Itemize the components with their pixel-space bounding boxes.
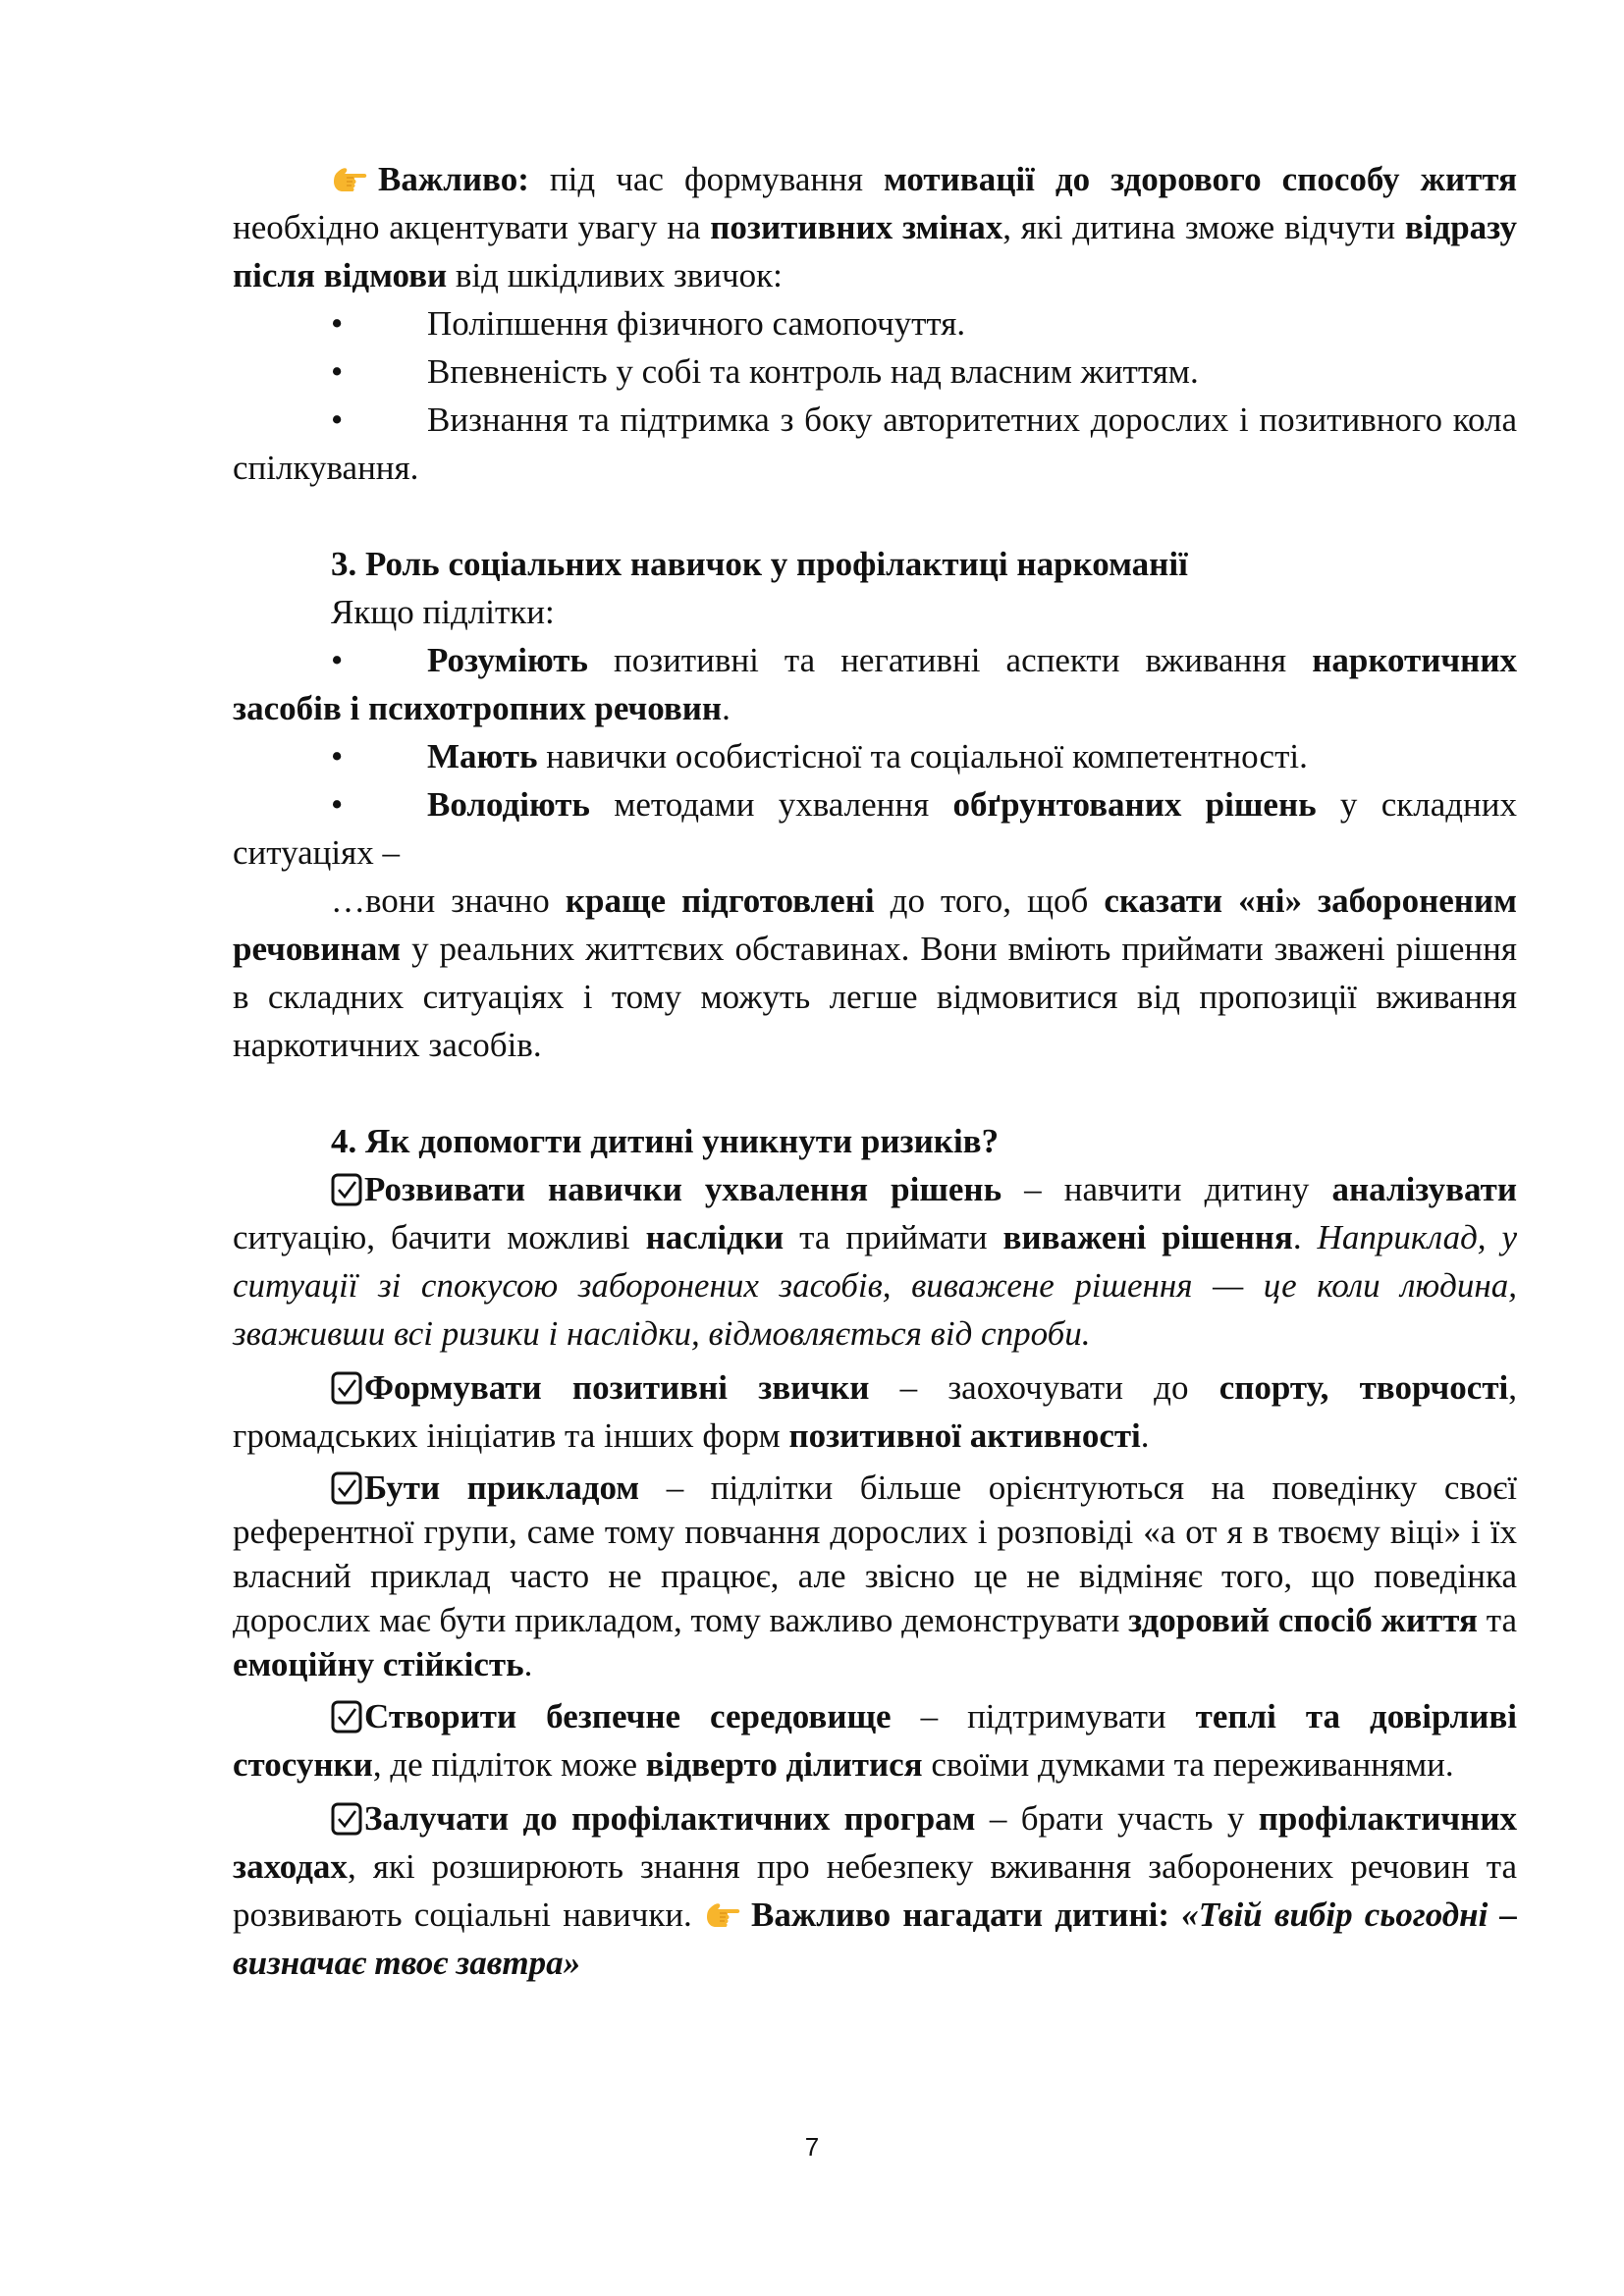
tip-item: Формувати позитивні звички – заохочувати до спорту, творчості, громадських ініціатив та інших форм позитивної активності.	[233, 1368, 1517, 1455]
check-box-icon	[331, 1471, 362, 1505]
important-note-paragraph: Важливо: під час формування мотивації до здорового способу життя необхідно акцентувати увагу на позитивних змінах, які дитина зможе відчути відразу після відмови від шкідливих звичок:	[233, 160, 1518, 294]
tip-item: Створити безпечне середовище – підтримувати теплі та довірливі стосунки, де підліток може відверто ділитися своїми думками та переживаннями.	[233, 1697, 1517, 1784]
check-box-icon	[331, 1700, 362, 1734]
check-box-icon	[331, 1371, 362, 1405]
section-3-lead: Якщо підлітки:	[331, 593, 555, 631]
backhand-index-pointing-right-icon	[331, 165, 370, 194]
list-item: • Мають навички особистісної та соціальної компетентності.	[233, 732, 1517, 780]
list-item: • Володіють методами ухвалення обґрунтованих рішень у складних ситуаціях –	[233, 780, 1517, 877]
bullet-icon: •	[331, 400, 344, 439]
page-number: 7	[804, 2132, 820, 2162]
bullet-icon: •	[331, 737, 344, 775]
bullet-icon: •	[331, 352, 344, 391]
spacer	[233, 1069, 1517, 1117]
list-item: • Визнання та підтримка з боку авторитетних дорослих і позитивного кола спілкування.	[233, 396, 1517, 492]
important-label: Важливо:	[378, 160, 529, 198]
bullet-icon: •	[331, 304, 344, 343]
check-box-icon	[331, 1173, 362, 1206]
tip-item: Бути прикладом – підлітки більше орієнтуються на поведінку своєї референтної групи, саме тому повчання дорослих і розповіді «а от я в твоєму віці» і їх власний приклад часто не працює, але звісно це не відміняє того, що поведінка дорослих має бути прикладом, тому важливо демонструвати здоровий спосіб життя та емоційну стійкість.	[233, 1468, 1517, 1683]
check-box-icon	[331, 1802, 362, 1836]
backhand-index-pointing-right-icon	[704, 1900, 743, 1930]
motto: «Твій вибір сьогодні – визначає твоє завтра»	[233, 1896, 1517, 1982]
tip-item: Розвивати навички ухвалення рішень – навчити дитину аналізувати ситуацію, бачити можливі наслідки та приймати виважені рішення. Наприклад, у ситуації зі спокусою заборонених засобів, виважене рішення — це коли людина, зваживши всі ризики і наслідки, відмовляється від спроби.	[233, 1170, 1518, 1353]
bullet-icon: •	[331, 785, 344, 824]
section-3-conclusion: …вони значно краще підготовлені до того, щоб сказати «ні» забороненим речовинам у реальних життєвих обставинах. Вони вміють приймати зважені рішення в складних ситуаціях і тому можуть легше відмовитися від пропозиції вживання наркотичних засобів.	[233, 881, 1517, 1064]
list-item: • Поліпшення фізичного самопочуття.	[233, 299, 1517, 347]
list-item: • Розуміють позитивні та негативні аспекти вживання наркотичних засобів і психотропних речовин.	[233, 636, 1517, 732]
document-page	[233, 155, 1517, 1987]
spacer	[233, 492, 1517, 540]
list-item: • Впевненість у собі та контроль над власним життям.	[233, 347, 1517, 396]
section-3-heading: 3. Роль соціальних навичок у профілактиці наркоманії	[331, 545, 1188, 583]
section-4-heading: 4. Як допомогти дитині уникнути ризиків?	[331, 1122, 1000, 1160]
tip-item: Залучати до профілактичних програм – брати участь у профілактичних заходах, які розширюють знання про небезпеку вживання заборонених речовин та розвивають соціальні навички. Важливо нагадати дитині: «Твій вибір сьогодні – визначає твоє завтра»	[233, 1799, 1517, 1982]
bullet-icon: •	[331, 641, 344, 679]
